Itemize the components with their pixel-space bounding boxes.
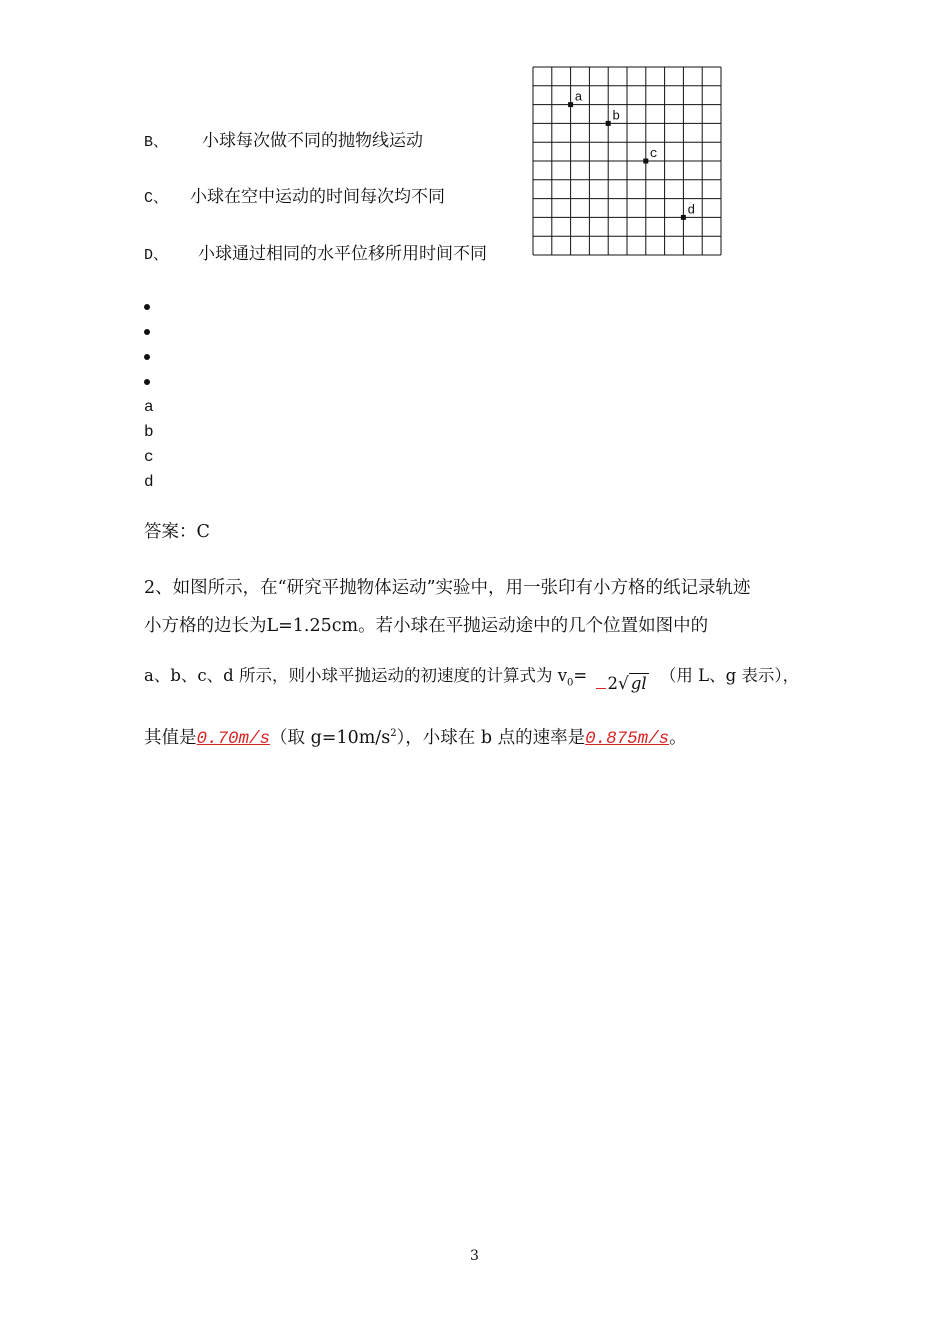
sqrt-sign: √ bbox=[617, 674, 629, 694]
option-d-label: D、 bbox=[144, 247, 169, 264]
letter-b: b bbox=[144, 423, 154, 441]
initial-speed-value: 0.70m/s bbox=[196, 729, 271, 749]
page-number: 3 bbox=[470, 1248, 479, 1264]
option-c-text: 小球在空中运动的时间每次均不同 bbox=[190, 187, 445, 207]
line-4-end: 。 bbox=[669, 728, 687, 748]
line-3-prefix: a、b、c、d 所示，则小球平抛运动的初速度的计算式为 v bbox=[144, 666, 568, 685]
option-b-label: B、 bbox=[144, 134, 169, 151]
answer-line: 答案：C bbox=[144, 522, 210, 542]
option-c bbox=[144, 182, 445, 207]
point-d-label: d bbox=[687, 202, 696, 218]
bullet bbox=[144, 354, 150, 360]
option-b-text: 小球每次做不同的抛物线运动 bbox=[202, 131, 423, 151]
formula-v0 bbox=[596, 674, 648, 694]
b-point-speed-value: 0.875m/s bbox=[585, 729, 670, 749]
option-b bbox=[144, 126, 423, 151]
bullet bbox=[144, 379, 150, 385]
line-3-suffix: （用 L、g 表示）， bbox=[659, 666, 800, 685]
question-2-line-1: 2、如图所示，在“研究平抛物体运动”实验中，用一张印有小方格的纸记录轨迹 bbox=[144, 578, 751, 598]
bullet bbox=[144, 329, 150, 335]
line-4-mid: （取 g=10m/s bbox=[270, 728, 391, 748]
question-2-line-3 bbox=[144, 662, 799, 694]
exponent: 2 bbox=[390, 728, 397, 740]
letter-c: c bbox=[144, 448, 154, 466]
bullet bbox=[144, 304, 150, 310]
point-c-marker bbox=[643, 159, 648, 164]
letter-d: d bbox=[144, 473, 154, 491]
line-3-equals: = bbox=[573, 666, 588, 685]
grid-svg bbox=[532, 66, 722, 258]
point-d-marker bbox=[681, 215, 686, 220]
formula-radicand: gl bbox=[630, 674, 647, 693]
v0-subscript: 0 bbox=[567, 677, 574, 689]
question-2-line-2: 小方格的边长为L=1.25cm。若小球在平抛运动途中的几个位置如图中的 bbox=[144, 616, 709, 636]
option-c-label: C、 bbox=[144, 190, 169, 207]
point-a-marker bbox=[568, 102, 573, 107]
option-d-text: 小球通过相同的水平位移所用时间不同 bbox=[198, 244, 487, 264]
line-4-prefix: 其值是 bbox=[144, 728, 197, 748]
option-d bbox=[144, 239, 487, 264]
question-2-line-4 bbox=[144, 724, 687, 749]
letter-a: a bbox=[144, 398, 154, 416]
point-b-label: b bbox=[612, 108, 621, 124]
trajectory-grid-figure bbox=[532, 66, 722, 258]
line-4-mid-2: ），小球在 b 点的速率是 bbox=[396, 728, 586, 748]
point-a-label: a bbox=[574, 89, 583, 105]
point-c-label: c bbox=[649, 146, 658, 161]
point-b-marker bbox=[606, 121, 611, 126]
formula-coefficient: 2 bbox=[607, 674, 618, 693]
